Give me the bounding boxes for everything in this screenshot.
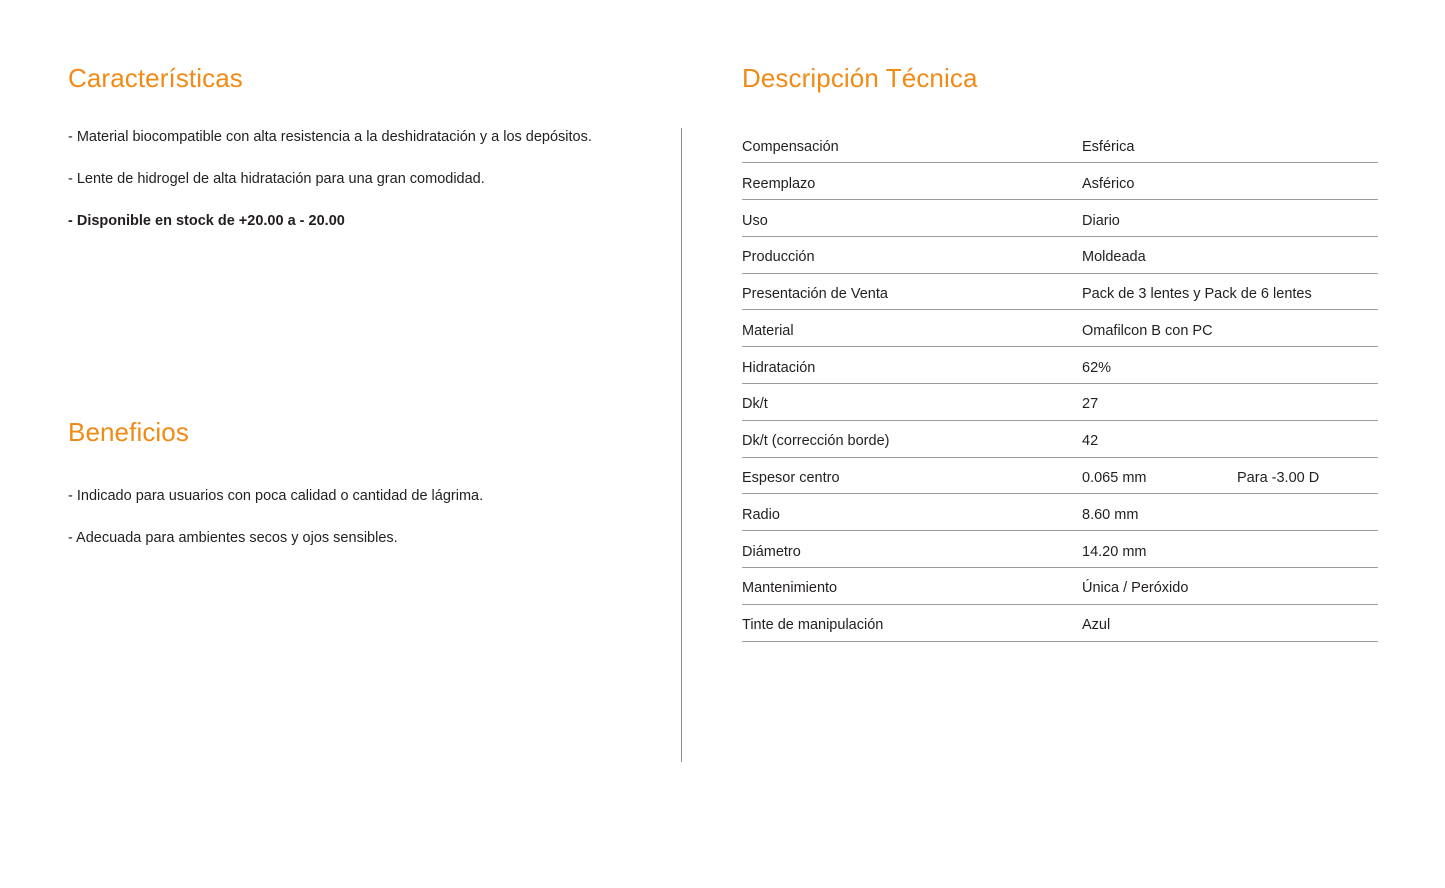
spec-value: Moldeada [1082,236,1237,273]
caracteristicas-list [68,128,648,254]
beneficios-list [68,487,648,571]
spec-value: Única / Peróxido [1082,568,1237,605]
table-row [742,384,1378,421]
list-item: - Indicado para usuarios con poca calidad o cantidad de lágrima. [68,488,484,504]
list-item: - Adecuada para ambientes secos y ojos sensibles. [68,530,398,547]
spec-value: Asférico [1082,163,1237,200]
spec-value: Esférica [1082,126,1237,163]
spec-value: Omafilcon B con PC [1082,310,1237,347]
spec-value: Diario [1082,200,1237,237]
spec-label: Radio [742,494,1082,531]
spec-table-body [742,126,1378,641]
spec-value: 0.065 mm [1082,457,1237,494]
table-row [742,310,1378,347]
spec-table [742,126,1378,642]
spec-label: Compensación [742,126,1082,163]
spec-note [1237,604,1378,641]
spec-note [1237,420,1378,457]
table-row [742,531,1378,568]
spec-label: Producción [742,236,1082,273]
spec-note [1237,568,1378,605]
column-divider [681,128,682,762]
spec-label: Reemplazo [742,163,1082,200]
table-row [742,236,1378,273]
spec-note [1237,347,1378,384]
spec-label: Tinte de manipulación [742,604,1082,641]
spec-label: Mantenimiento [742,568,1082,605]
spec-label: Uso [742,200,1082,237]
spec-value: 27 [1082,384,1237,421]
table-row [742,126,1378,163]
spec-note [1237,236,1378,273]
spec-note: Para -3.00 D [1237,457,1378,494]
spec-value: Pack de 3 lentes y Pack de 6 lentes [1082,273,1237,310]
spec-note [1237,384,1378,421]
table-row [742,568,1378,605]
beneficios-heading: Beneficios [68,417,189,447]
spec-label: Dk/t (corrección borde) [742,420,1082,457]
descripcion-tecnica-heading: Descripción Técnica [742,63,978,93]
spec-label: Material [742,310,1082,347]
table-row [742,494,1378,531]
list-item: - Disponible en stock de +20.00 a - 20.00 [68,213,345,230]
spec-note [1237,531,1378,568]
spec-note [1237,200,1378,237]
table-row [742,604,1378,641]
caracteristicas-heading: Características [68,63,243,93]
list-item: - Lente de hidrogel de alta hidratación para una gran comodidad. [68,171,485,188]
list-item: - Material biocompatible con alta resistencia a la deshidratación y a los depósitos. [68,129,592,145]
table-row [742,457,1378,494]
table-row [742,163,1378,200]
spec-label: Diámetro [742,531,1082,568]
spec-label: Hidratación [742,347,1082,384]
spec-value: 14.20 mm [1082,531,1237,568]
spec-note [1237,310,1378,347]
table-row [742,420,1378,457]
table-row [742,200,1378,237]
spec-value: 62% [1082,347,1237,384]
spec-value: Azul [1082,604,1237,641]
spec-value: 42 [1082,420,1237,457]
spec-label: Dk/t [742,384,1082,421]
spec-note [1237,494,1378,531]
table-row [742,273,1378,310]
spec-note [1237,163,1378,200]
spec-label: Presentación de Venta [742,273,1082,310]
spec-note [1237,126,1378,163]
table-row [742,347,1378,384]
spec-label: Espesor centro [742,457,1082,494]
spec-value: 8.60 mm [1082,494,1237,531]
